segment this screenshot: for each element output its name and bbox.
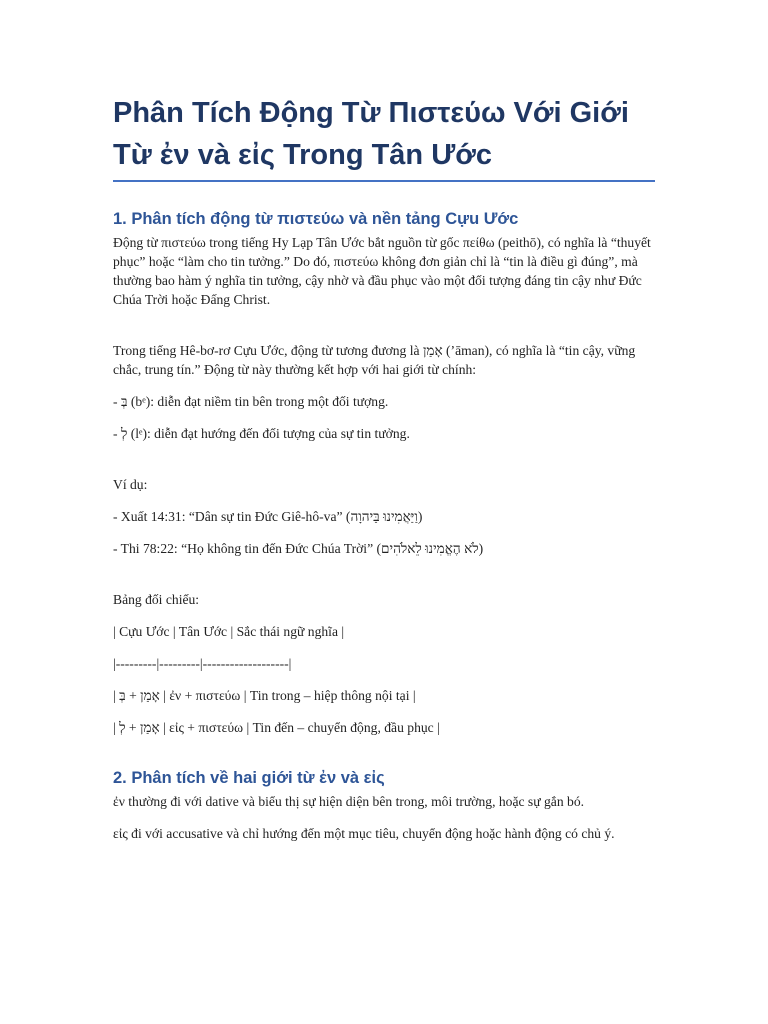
spacer [113,750,655,767]
section1-heading: 1. Phân tích động từ πιστεύω và nền tảng Cựu Ước [113,210,519,228]
document-page [113,92,655,856]
title-underline [113,180,655,182]
example-exodus: - Xuất 14:31: “Dân sự tin Đức Giê-hô-va” (וַיַּאֲמִינוּ בַּיהוָה) [113,509,423,524]
section2-para2: εἰς đi với accusative và chỉ hướng đến một mục tiêu, chuyển động hoặc hành động có chủ ý. [113,826,615,841]
spacer [113,322,655,341]
section1-para2: Trong tiếng Hê-bơ-rơ Cựu Ước, động từ tương đương là אָמַן (’āman), có nghĩa là “tin cậy, vững chắc, trung tín.” Động từ này thường kết hợp với hai giới từ chính: [113,343,636,377]
table-row: | אָמַן + לְ | εἰς + πιστεύω | Tin đến – chuyển động, đầu phục | [113,720,440,735]
bullet-le: - לְ (lᵉ): diễn đạt hướng đến đối tượng của sự tin tưởng. [113,426,410,441]
spacer [113,456,655,475]
bullet-be: - בְּ (bᵉ): diễn đạt niềm tin bên trong một đối tượng. [113,394,389,409]
table-header: | Cựu Ước | Tân Ước | Sắc thái ngữ nghĩa | [113,624,345,639]
document-title: Phân Tích Động Từ Πιστεύω Với Giới Từ ἐν và εἰς Trong Tân Ước [113,97,629,171]
table-label: Bảng đối chiếu: [113,592,200,607]
section2-para1: ἐν thường đi với dative và biểu thị sự hiện diện bên trong, môi trường, hoặc sự gắn bó. [113,794,585,809]
table-row: | אָמַן + בְּ | ἐν + πιστεύω | Tin trong – hiệp thông nội tại | [113,688,416,703]
table-divider: |---------|---------|-------------------| [113,656,292,671]
spacer [113,571,655,590]
example-label: Ví dụ: [113,477,148,492]
example-psalm: - Thi 78:22: “Họ không tin đến Đức Chúa Trời” (לֹא הֶאֱמִינוּ לֵאלֹהִים) [113,541,484,556]
section1-para1: Động từ πιστεύω trong tiếng Hy Lạp Tân Ước bắt nguồn từ gốc πείθω (peithō), có nghĩa là “thuyết phục” hoặc “làm cho tin tưởng.” Do đó, πιστεύω không đơn giản chỉ là “tin là điều gì đúng”, mà thường bao hàm ý nghĩa tin tưởng, cậy nhờ và đầu phục vào một đối tượng đáng tin cậy như Đức Chúa Trời hoặc Đấng Christ. [113,235,651,307]
section2-heading: 2. Phân tích về hai giới từ ἐν và εἰς [113,769,385,787]
